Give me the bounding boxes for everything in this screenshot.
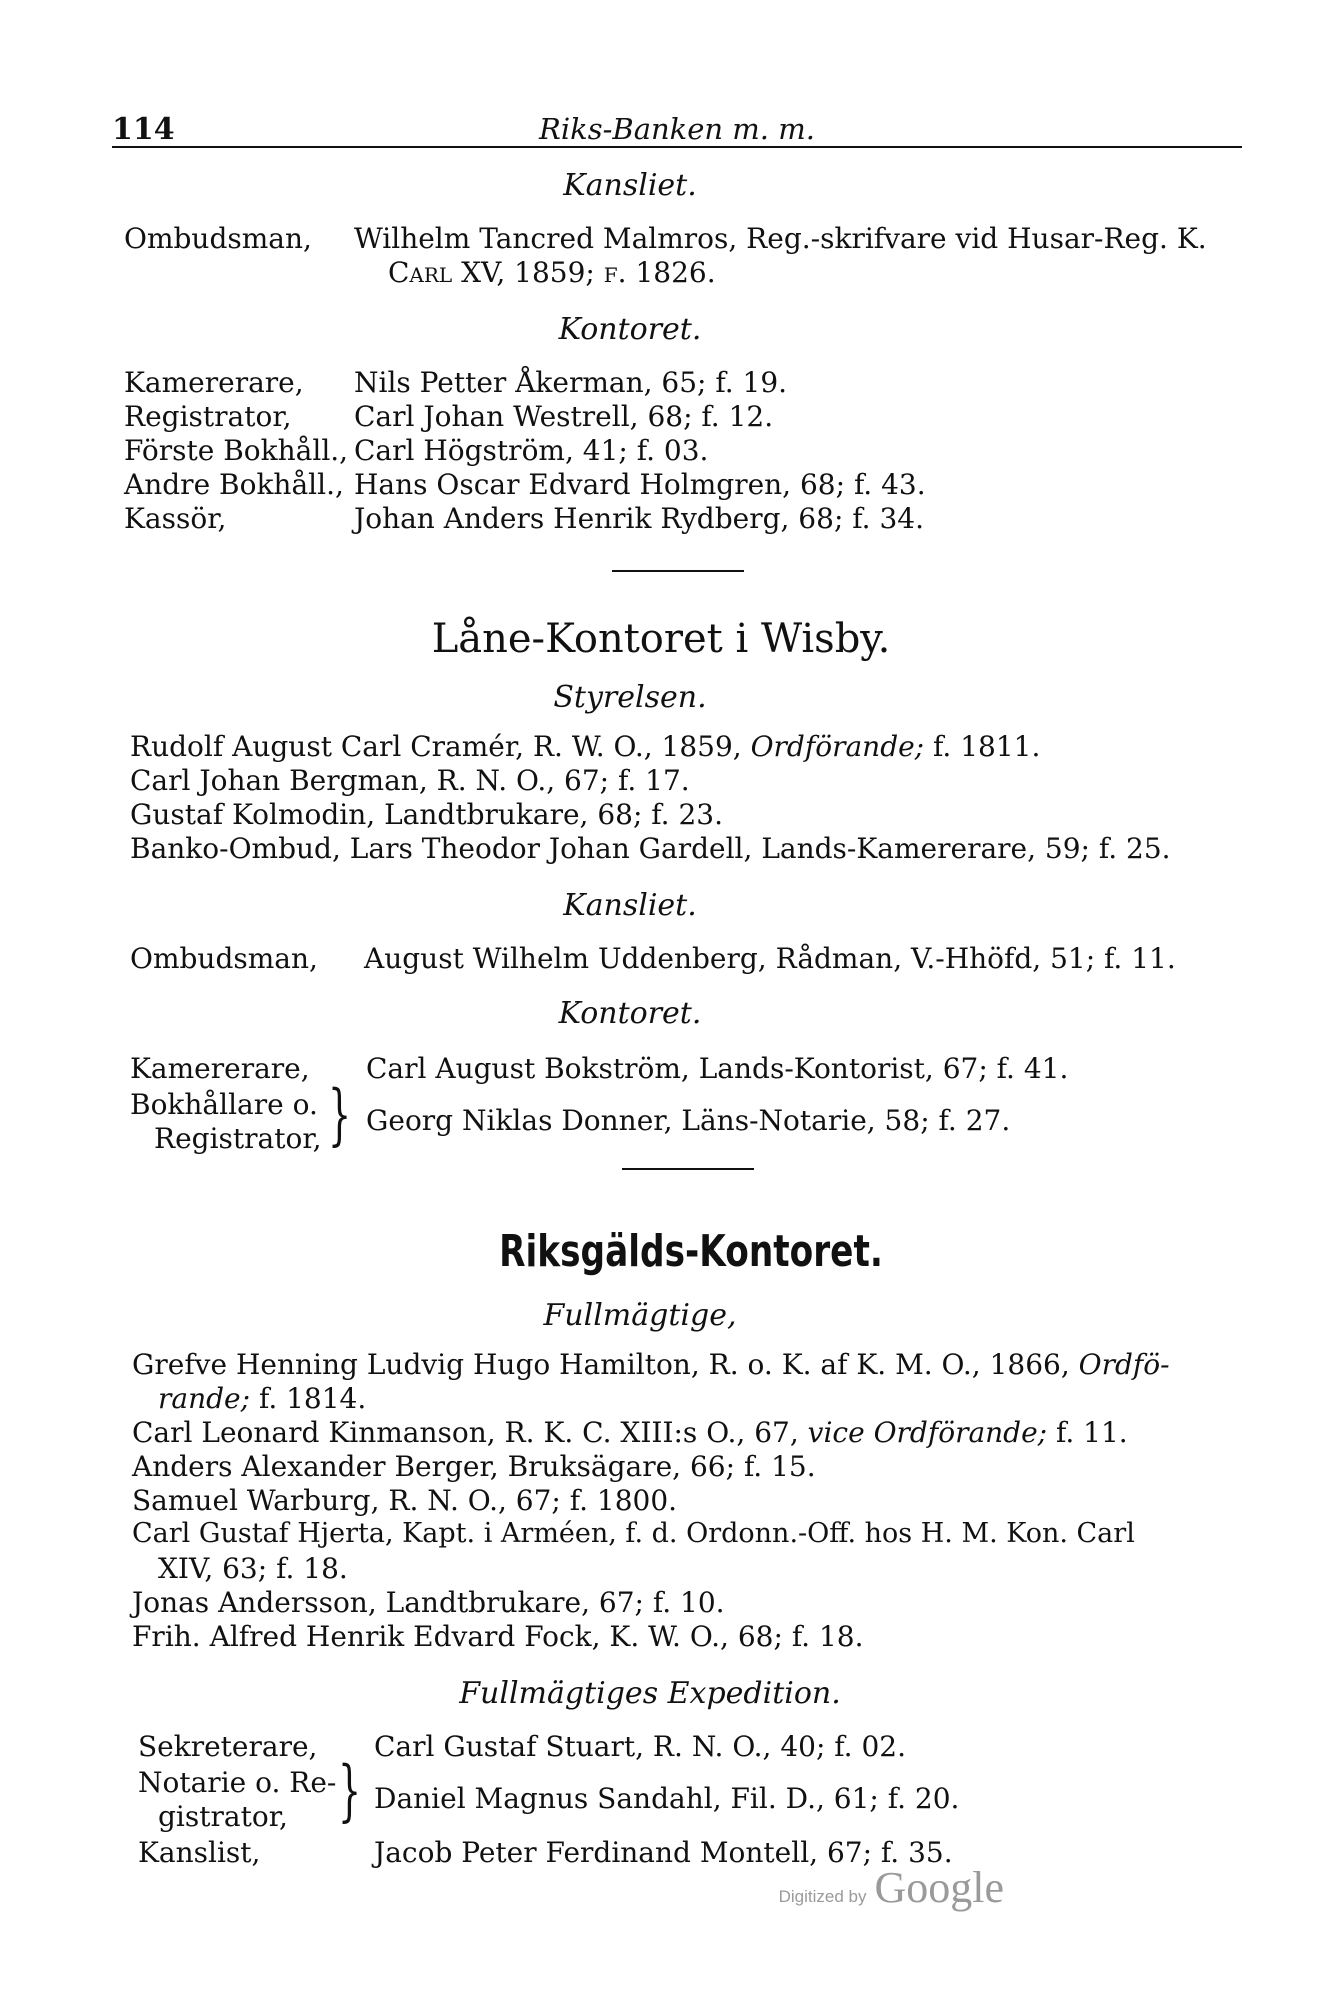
sekreterare-label: Sekreterare, [138,1730,318,1763]
notarie-label-continued: gistrator, [158,1800,288,1833]
brace: } [328,1076,352,1153]
member-line: Carl Gustaf Hjerta, Kapt. i Arméen, f. d. Ordonn.-Off. hos H. M. Kon. Carl [132,1518,1135,1549]
digitized-text: Digitized by [778,1887,867,1906]
birth-year: f. 1814. [250,1382,367,1415]
staff-title: Kamererare, [124,366,304,399]
kanslist-value: Jacob Peter Ferdinand Montell, 67; f. 35. [374,1836,953,1869]
birth-year: f. 1811. [924,730,1041,763]
ombudsman-label: Ombudsman, [124,222,312,255]
section-divider [612,570,744,572]
brace: } [338,1752,362,1829]
google-logo: Google [874,1863,1004,1912]
staff-title: Registrator, [124,400,292,433]
member-line-continued [158,1382,366,1415]
bokhallare-label: Bokhållare o. [130,1088,318,1121]
kansliet-heading: Kansliet. [563,168,697,203]
staff-title: Förste Bokhåll., [124,434,349,467]
staff-name: Carl Högström, 41; f. 03. [354,434,709,467]
registrator-label: Registrator, [154,1122,322,1155]
board-member [130,730,1040,763]
kanslist-label: Kanslist, [138,1836,261,1869]
staff-title: Kassör, [124,502,227,535]
styrelsen-heading: Styrelsen. [553,680,707,715]
sekreterare-value: Carl Gustaf Stuart, R. N. O., 40; f. 02. [374,1730,906,1763]
chairman-title-continued: rande; [158,1382,251,1415]
staff-name: Carl Johan Westrell, 68; f. 12. [354,400,774,433]
notarie-label: Notarie o. Re- [138,1766,337,1799]
riksgalds-title: Riksgälds-Kontoret. [499,1226,883,1277]
kansliet-heading: Kansliet. [563,888,697,923]
member-line: Frih. Alfred Henrik Edvard Fock, K. W. O., 68; f. 18. [132,1620,864,1653]
kontoret-heading: Kontoret. [558,996,702,1031]
chairman-title: Ordfö- [1078,1348,1170,1381]
kamererare-value: Carl August Bokström, Lands-Kontorist, 67; f. 41. [366,1052,1069,1085]
staff-name: Nils Petter Åkerman, 65; f. 19. [354,366,788,399]
lane-kontoret-title: Låne-Kontoret i Wisby. [431,616,891,662]
section-divider [622,1168,754,1170]
bokhallare-value: Georg Niklas Donner, Läns-Notarie, 58; f. 27. [366,1104,1011,1137]
page-header [112,112,1242,148]
ombudsman-value: August Wilhelm Uddenberg, Rådman, V.-Hhöfd, 51; f. 11. [364,942,1176,975]
board-member: Gustaf Kolmodin, Landtbrukare, 68; f. 23. [130,798,723,831]
expedition-heading: Fullmägtiges Expedition. [459,1676,841,1711]
birth-year: f. 11. [1047,1416,1128,1449]
member-text: Grefve Henning Ludvig Hugo Hamilton, R. o. K. af K. M. O., 1866, [132,1348,1079,1381]
chairman-title: Ordförande; [750,730,925,763]
member-line [132,1416,1128,1449]
board-member-text: Rudolf August Carl Cramér, R. W. O., 1859, [130,730,751,763]
member-line: Samuel Warburg, R. N. O., 67; f. 1800. [132,1484,678,1517]
ombudsman-value-line1: Wilhelm Tancred Malmros, Reg.-skrifvare vid Husar-Reg. K. [354,222,1207,255]
notarie-value: Daniel Magnus Sandahl, Fil. D., 61; f. 20. [374,1782,960,1815]
member-line: Anders Alexander Berger, Bruksägare, 66; f. 15. [132,1450,816,1483]
ombudsman-value-line2: Carl XV, 1859; f. 1826. [388,256,716,289]
kamererare-label: Kamererare, [130,1052,310,1085]
ombudsman-label: Ombudsman, [130,942,318,975]
page-number: 114 [112,112,175,147]
fullmagtige-heading: Fullmägtige, [543,1298,737,1333]
member-line: Jonas Andersson, Landtbrukare, 67; f. 10. [132,1586,725,1619]
digitized-watermark [779,1862,1004,1913]
board-member: Carl Johan Bergman, R. N. O., 67; f. 17. [130,764,690,797]
banko-ombud: Banko-Ombud, Lars Theodor Johan Gardell, Lands-Kamererare, 59; f. 25. [130,832,1171,865]
vice-chairman-title: vice Ordförande; [807,1416,1048,1449]
kontoret-heading: Kontoret. [558,312,702,347]
member-text: Carl Leonard Kinmanson, R. K. C. XIII:s O., 67, [132,1416,808,1449]
running-title: Riks-Banken m. m. [539,112,815,146]
staff-title: Andre Bokhåll., [124,468,344,501]
staff-name: Johan Anders Henrik Rydberg, 68; f. 34. [354,502,924,535]
member-line [132,1348,1170,1381]
staff-name: Hans Oscar Edvard Holmgren, 68; f. 43. [354,468,926,501]
member-line-continued: XIV, 63; f. 18. [158,1552,348,1585]
